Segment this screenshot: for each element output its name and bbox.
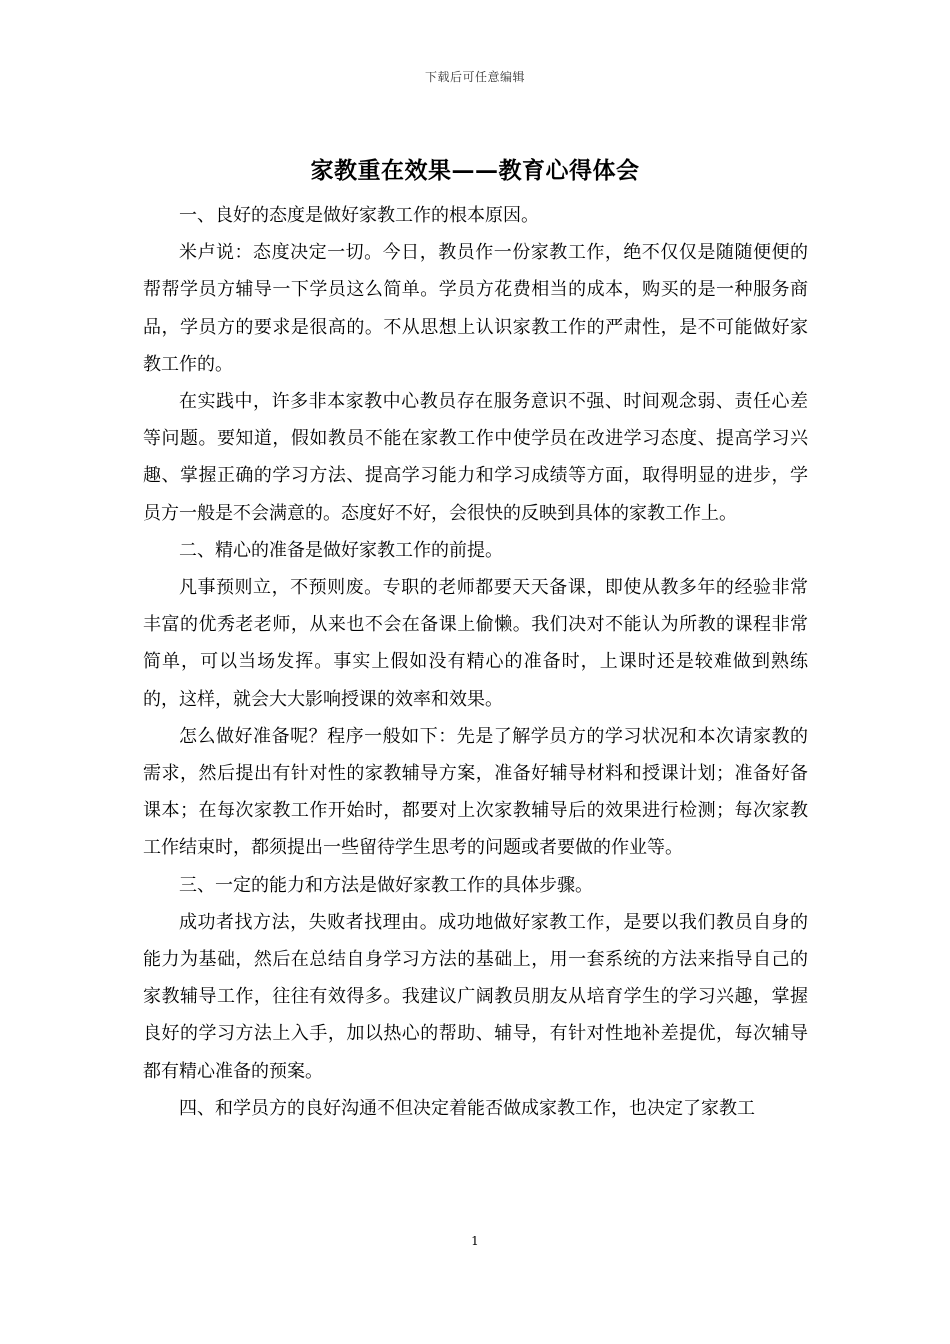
section-heading-3: 三、一定的能力和方法是做好家教工作的具体步骤。 [179,874,593,896]
section-heading-2: 二、精心的准备是做好家教工作的前提。 [179,539,503,561]
page-number: 1 [471,1234,479,1248]
section-heading-1: 一、良好的态度是做好家教工作的根本原因。 [179,205,539,226]
body-paragraph: 成功者找方法，失败者找理由。成功地做好家教工作，是要以我们教员自身的能力为基础，然后在总结自身学习方法的基础上，用一套系统的方法来指导自己的家教辅导工作，往往有效得多。我建议广阔教员朋友从培育学生的学习兴趣，掌握良好的学习方法上入手，加以热心的帮助、辅导，有针对性地补差提优，每次辅导都有精心准备的预案。 [143,911,808,1082]
body-paragraph: 怎么做好准备呢？程序一般如下：先是了解学员方的学习状况和本次请家教的需求，然后提出有针对性的家教辅导方案，准备好辅导材料和授课计划；准备好备课本；在每次家教工作开始时，都要对上次家教辅导后的效果进行检测；每次家教工作结束时，都须提出一些留待学生思考的问题或者要做的作业等。 [143,725,808,859]
body-paragraph: 凡事预则立，不预则废。专职的老师都要天天备课，即使从教多年的经验非常丰富的优秀老老师，从来也不会在备课上偷懒。我们决对不能认为所教的课程非常简单，可以当场发挥。事实上假如没有精心的准备时，上课时还是较难做到熟练的，这样，就会大大影响授课的效率和效果。 [143,577,808,710]
body-paragraph: 在实践中，许多非本家教中心教员存在服务意识不强、时间观念弱、责任心差等问题。要知道，假如教员不能在家教工作中使学员在改进学习态度、提高学习兴趣、掌握正确的学习方法、提高学习能力和学习成绩等方面，取得明显的进步，学员方一般是不会满意的。态度好不好，会很快的反映到具体的家教工作上。 [143,391,808,524]
body-paragraph: 米卢说：态度决定一切。今日，教员作一份家教工作，绝不仅仅是随随便便的帮帮学员方辅导一下学员这么简单。学员方花费相当的成本，购买的是一种服务商品，学员方的要求是很高的。不从思想上认识家教工作的严肃性，是不可能做好家教工作的。 [143,242,808,375]
page-header-note: 下载后可任意编辑 [424,70,525,84]
document-title: 家教重在效果——教育心得体会 [310,157,640,184]
section-heading-4: 四、和学员方的良好沟通不但决定着能否做成家教工作，也决定了家教工 [179,1097,755,1119]
document-body [143,197,808,1127]
